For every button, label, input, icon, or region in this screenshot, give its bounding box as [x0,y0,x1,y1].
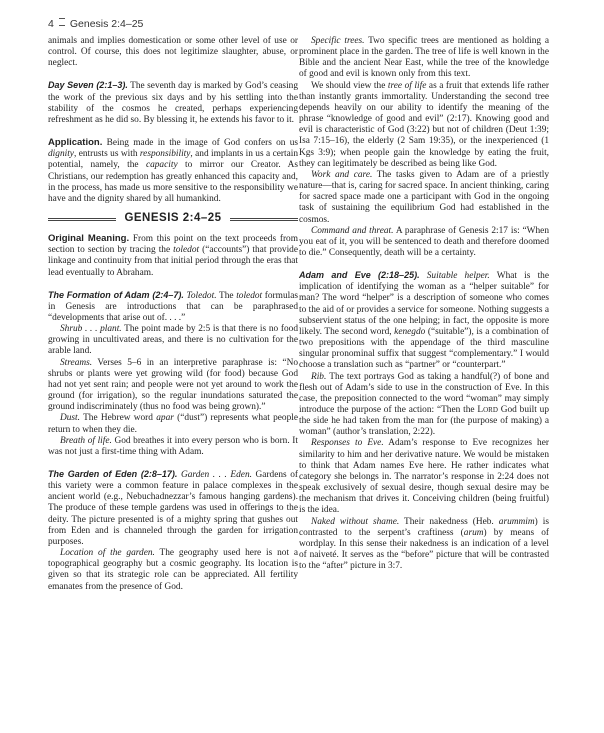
paragraph-dust: Dust. The Hebrew word apar (“dust”) represents what people return to when they die. [48,413,298,435]
subhead-original-meaning: Original Meaning. [48,233,130,245]
paragraph-rib: Rib. The text portrays God as taking a handful(?) of bone and flesh out of Adam’s side to use in the construction of Eve. In this case, the preposition connected to the word “woman” may simply introduce the purpose of the action: “Then the Lord God built up the side he had taken from the man for (the purpose of making) a woman” (author’s translation, 2:22). [299,371,549,438]
section-heading [48,209,298,229]
paragraph-naked: Naked without shame. Their nakedness (Heb. arummim) is contrasted to the serpent’s craftiness (arum) by means of wordplay. In this sense their nakedness is an indication of a level of naiveté. It serves as the “before” picture that will be contrasted to the “after” picture in 3:7. [299,516,549,572]
paragraph-location: Location of the garden. The geography used here is not a topographical geography but a cosmic geography. Its location is given so that its strategic role can be appreciated. All fertility emanates from the presence of God. [48,548,299,592]
subhead-day-seven: Day Seven (2:1–3). [48,80,128,91]
paragraph-breath: Breath of life. God breathes it into every person who is born. It was not just a first-time thing with Adam. [48,435,299,457]
running-head [48,18,143,30]
paragraph-day-seven: Day Seven (2:1–3). The seventh day is marked by God’s ceasing the work of the previous six days and by his settling into the stability of the cosmos he created, perhaps experiencing refreshment as he did so. By blessing it, he extends his favor to it. [48,80,299,125]
paragraph-work: Work and care. The tasks given to Adam are of a priestly nature—that is, caring for sacred space. In ancient thinking, caring for sacred space made one a participant with God in the ongoing task of sustaining the equilibrium God had established in the cosmos. [299,169,549,225]
paragraph-tree-of-life: We should view the tree of life as a fruit that extends life rather than instantly grants immortality. Understanding the second tree depends heavily on our ability to identify the meaning of the phrase “knowledge of good and evil” (2:17). Knowing good and evil is characteristic of God (3:22) but not of children (Deut 1:39; Isa 7:15–16), the elderly (2 Sam 19:35), or the inexperienced (1 Kgs 3:9); when people gain the knowledge by eating the fruit, they can legitimately be described as being like God. [299,80,549,169]
paragraph-command: Command and threat. A paraphrase of Genesis 2:17 is: “When you eat of it, you will be sentenced to death and therefore doomed to die.” Consequently, death will be a certainty. [299,225,549,258]
paragraph-shrub: Shrub . . . plant. The point made by 2:5 is that there is no food growing in uncultivated areas, and there is no cultivation for the arable land. [48,324,298,357]
paragraph-streams: Streams. Verses 5–6 in an interpretive paraphrase is: “No shrubs or plants were yet growing wild (for food) because God had not yet sent rain; and people were not yet around to work the ground (for irrigation), so the regular inundations saturated the ground indiscriminately (thus no food was being grown).” [48,357,298,413]
right-column [299,36,549,572]
rule-right [230,218,298,221]
paragraph-response: Responses to Eve. Adam’s response to Eve recognizes her similarity to him and her derivative nature. We would be mistaken to think that Adam names Eve here. He rather indicates what category she belongs in. The narrator’s response in 2:24 does not speak exclusively of sexual desire, though sexual desire may be the mechanism that drives it. Conceiving children (being fruitful) is the idea. [299,438,549,516]
subhead-formation: The Formation of Adam (2:4–7). [48,289,184,300]
paragraph-application: Application. Being made in the image of God confers on us dignity, entrusts us with responsibility, and implants in us a certain potential, namely, the capacity to mirror our Creator. As Christians, our redemption has greatly enhanced this capacity and, in the process, has made us more sensitive to the responsibility we have and the dignity shared by all humankind. [48,137,298,204]
subhead-garden: The Garden of Eden (2:8–17). [48,469,178,479]
paragraph-trees: Specific trees. Two specific trees are mentioned as holding a prominent place in the garden. The tree of life is well known in the Bible and the ancient Near East, while the tree of the knowledge of good and evil is known only from this text. [299,36,550,80]
page-number: 4 [48,18,54,30]
subhead-adam-eve: Adam and Eve (2:18–25). [299,270,420,281]
subhead-application: Application. [48,137,103,149]
running-title: Genesis 2:4–25 [69,18,144,30]
separator-icon [59,18,65,26]
paragraph-intro: animals and implies domestication or some other level of use or control. Of course, this does not legitimize slaughter, abuse, or neglect. [48,36,298,69]
section-title: GENESIS 2:4–25 [124,212,222,225]
rule-left [48,218,116,221]
paragraph-original-meaning: Original Meaning. From this point on the text proceeds from section to section by tracing the toledot (“accounts”) that provide linkage and continuity from that initial period through the eras that lead eventually to Abraham. [48,233,298,278]
paragraph-formation: The Formation of Adam (2:4–7). Toledot. The toledot formulas in Genesis are introductions that can be paraphrased “developments that arise out of. . . .” [48,289,298,323]
paragraph-adam-eve: Adam and Eve (2:18–25). Suitable helper. What is the implication of identifying the woman as a “helper suitable” for man? The word “helper” is a description of someone who comes to the aid of or provides a service for someone. Nothing suggests a subservient status of the one helping; in fact, the opposite is more likely. The second word, kenegdo (“suitable”), is a combination of two prepositions with the appendage of the third masculine singular pronominal suffix that suggest “complementary.” I would choose a translation such as “partner” or “counterpart.” [299,270,549,371]
paragraph-garden: The Garden of Eden (2:8–17). Garden . . . Eden. Gardens of this variety were a common feature in palace complexes in the ancient world (e.g., Nebuchadnezzar’s famous hanging gardens). The produce of these temple gardens was used in offerings to the deity. The picture presented is of a mighty spring that gushes out from Eden and is channeled through the garden for irrigation purposes. [48,469,299,547]
left-column [48,36,298,593]
